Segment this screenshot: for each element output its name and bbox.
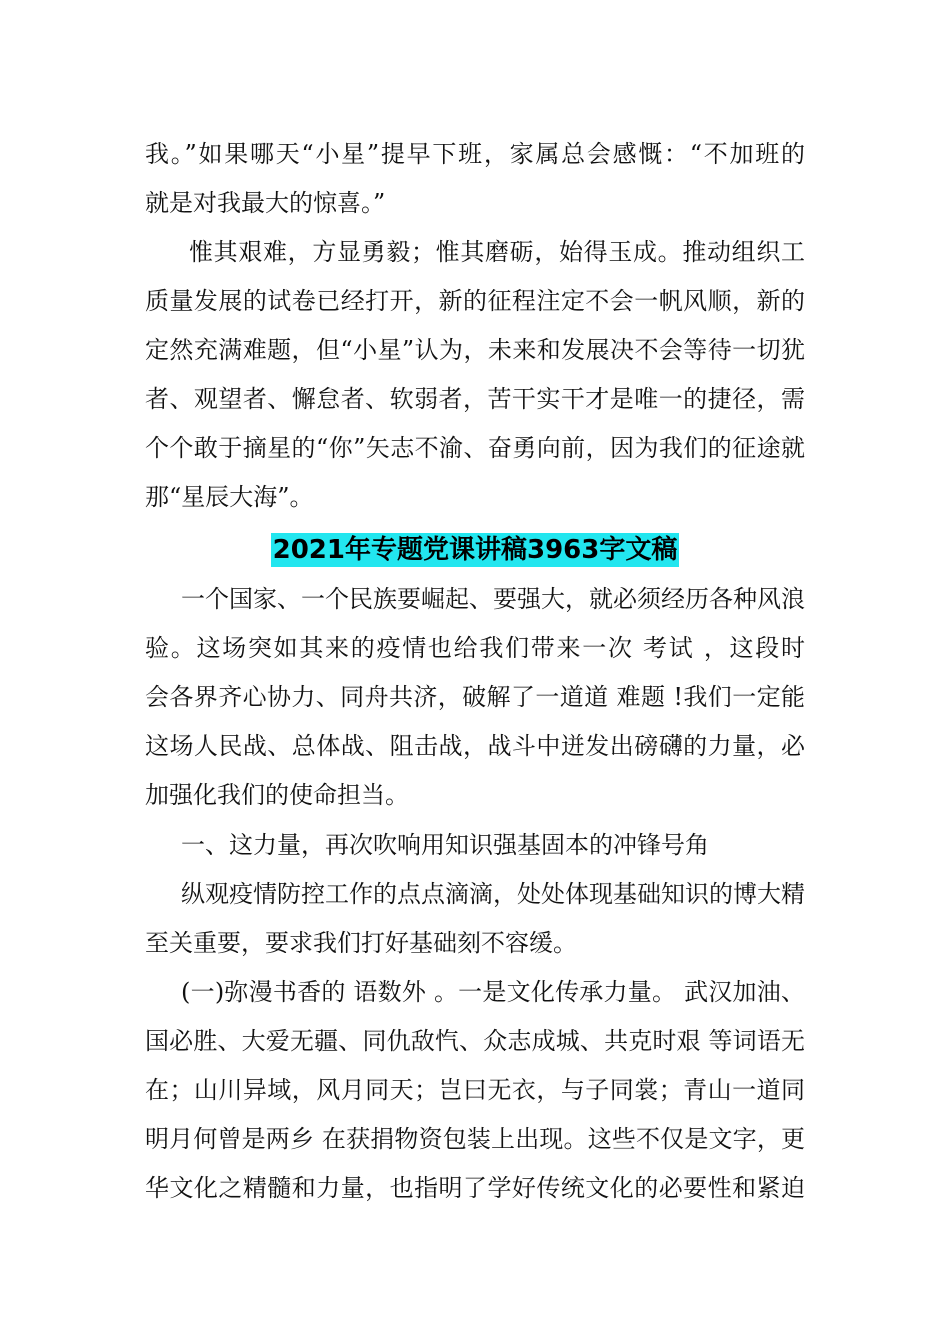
paragraph-line: 会各界齐心协力、同舟共济，破解了一道道 难题 !我们一定能 — [145, 683, 805, 711]
paragraph-line: (一)弥漫书香的 语数外 。一是文化传承力量。 武汉加油、 — [181, 978, 805, 1006]
paragraph-line: 华文化之精髓和力量，也指明了学好传统文化的必要性和紧迫 — [145, 1174, 805, 1202]
paragraph-line: 者、观望者、懈怠者、软弱者，苦干实干才是唯一的捷径，需 — [145, 385, 805, 413]
paragraph-line: 个个敢于摘星的“你”矢志不渝、奋勇向前，因为我们的征途就 — [145, 434, 805, 462]
paragraph-line: 在；山川异域，风月同天；岂曰无衣，与子同裳；青山一道同 — [145, 1076, 805, 1104]
paragraph-line: 那“星辰大海”。 — [145, 483, 314, 511]
paragraph-line: 至关重要，要求我们打好基础刻不容缓。 — [145, 929, 577, 957]
paragraph-line: 质量发展的试卷已经打开，新的征程注定不会一帆风顺，新的 — [145, 287, 805, 315]
paragraph-line: 惟其艰难，方显勇毅；惟其磨砺，始得玉成。推动组织工 — [189, 238, 805, 266]
section-title-wrapper — [0, 533, 950, 567]
paragraph-line: 我。”如果哪天“小星”提早下班，家属总会感慨：“不加班的 — [145, 140, 805, 168]
paragraph-line: 加强化我们的使命担当。 — [145, 781, 409, 809]
paragraph-line: 国必胜、大爱无疆、同仇敌忾、众志成城、共克时艰 等词语无 — [145, 1027, 805, 1055]
paragraph-line: 这场人民战、总体战、阻击战，战斗中迸发出磅礴的力量，必 — [145, 732, 805, 760]
paragraph-line: 验。这场突如其来的疫情也给我们带来一次 考试 ，这段时 — [145, 634, 805, 662]
section-heading: 一、这力量，再次吹响用知识强基固本的冲锋号角 — [181, 831, 709, 859]
paragraph-line: 就是对我最大的惊喜。” — [145, 189, 386, 217]
paragraph-line: 一个国家、一个民族要崛起、要强大，就必须经历各种风浪 — [181, 585, 805, 613]
paragraph-line: 明月何曾是两乡 在获捐物资包装上出现。这些不仅是文字，更 — [145, 1125, 805, 1153]
paragraph-line: 定然充满难题，但“小星”认为，未来和发展决不会等待一切犹 — [145, 336, 805, 364]
paragraph-line: 纵观疫情防控工作的点点滴滴，处处体现基础知识的博大精 — [181, 880, 805, 908]
document-title: 2021年专题党课讲稿3963字文稿 — [272, 535, 678, 565]
